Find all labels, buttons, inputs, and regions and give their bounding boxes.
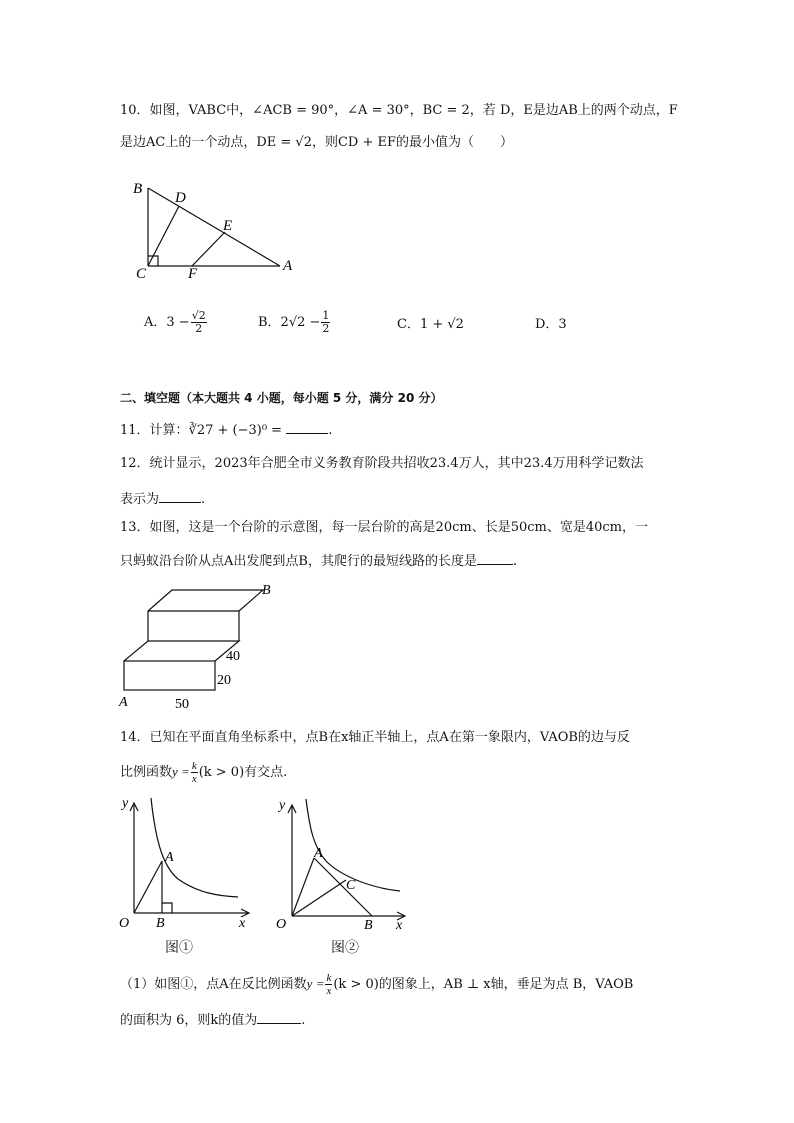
label-F: F <box>188 266 198 282</box>
q14-sub1-line2 <box>120 1011 305 1029</box>
q12-text: 表示为 <box>120 492 160 507</box>
q11-text: 11．计算：∛27 + (−3)⁰ = <box>120 423 287 438</box>
label-20: 20 <box>217 673 231 688</box>
q14-sub1-fraction-x: x <box>326 985 332 997</box>
label-A: A <box>165 850 174 865</box>
q13-line2 <box>120 552 517 570</box>
label-C: C <box>346 878 356 893</box>
option-b-numerator: 1 <box>322 309 330 322</box>
option-b-denominator: 2 <box>322 322 330 335</box>
label-x: x <box>239 916 246 931</box>
q14-text-post: (k > 0)有交点. <box>198 765 288 780</box>
q14-fraction-k: k <box>191 760 197 772</box>
q13-end: . <box>512 554 518 569</box>
option-b-label: B．2√2 − <box>258 315 321 330</box>
label-A: A <box>283 258 293 274</box>
q11 <box>120 421 332 439</box>
label-D: D <box>175 190 186 206</box>
q11-answer-blank <box>286 421 328 434</box>
q14-function-fraction <box>191 760 198 785</box>
label-A: A <box>314 846 323 861</box>
q14-function-y: y = <box>172 764 190 779</box>
q14-sub1-answer-blank <box>257 1011 301 1024</box>
q10-option-c: C．1 + √2 <box>397 317 464 332</box>
q14-figure-2 <box>272 795 417 960</box>
label-B: B <box>156 916 165 931</box>
q12-end: . <box>201 492 206 507</box>
label-y: y <box>279 798 286 813</box>
q14-line1: 14．已知在平面直角坐标系中，点B在x轴正半轴上，点A在第一象限内，VAOB的边与反 <box>120 730 630 745</box>
q10-triangle-figure <box>130 178 305 283</box>
option-a-fraction <box>191 310 207 335</box>
label-x: x <box>396 918 403 933</box>
q14-sub1-pre: （1）如图①，点A在反比例函数 <box>120 977 307 992</box>
option-a-label: A．3 − <box>144 315 190 330</box>
option-b-fraction <box>321 310 330 335</box>
option-a-denominator: 2 <box>195 322 203 335</box>
q14-sub1-function-y: y = <box>306 976 325 991</box>
label-40: 40 <box>226 649 240 664</box>
q14-sub1-text: 的面积为 6，则k的值为 <box>120 1013 258 1028</box>
q14-sub1-fraction-k: k <box>326 972 332 984</box>
label-50: 50 <box>175 697 189 712</box>
q10-line1: 10．如图，VABC中，∠ACB = 90°，∠A = 30°，BC = 2，若 D，E是边AB上的两个动点，F <box>120 103 678 118</box>
q13-text: 只蚂蚁沿台阶从点A出发爬到点B，其爬行的最短线路的长度是 <box>120 554 477 569</box>
label-B: B <box>262 583 271 598</box>
label-y: y <box>122 796 129 811</box>
q12-answer-blank <box>159 490 201 503</box>
label-B: B <box>364 918 373 933</box>
label-B: B <box>133 181 143 197</box>
q11-end: . <box>328 423 333 438</box>
label-E: E <box>223 218 233 234</box>
q13-line1: 13．如图，这是一个台阶的示意图，每一层台阶的高是20cm、长是50cm、宽是40cm，一 <box>120 520 648 535</box>
option-a-numerator: √2 <box>191 309 206 322</box>
q14-text-pre: 比例函数 <box>120 765 173 780</box>
q10-option-b <box>258 310 331 335</box>
q14-sub1-post: (k > 0)的图象上，AB ⊥ x轴，垂足为点 B，VAOB <box>333 977 634 992</box>
q10-line2: 是边AC上的一个动点，DE = √2，则CD + EF的最小值为（ ） <box>120 135 513 150</box>
section-heading: 二、填空题（本大题共 4 小题，每小题 5 分，满分 20 分） <box>120 391 443 405</box>
q14-fraction-x: x <box>191 773 197 785</box>
label-O: O <box>119 916 130 931</box>
q14-sub1-function-fraction <box>325 972 332 997</box>
q13-answer-blank <box>477 552 513 565</box>
q14-sub1-line1 <box>120 972 633 997</box>
q10-option-a <box>144 310 208 335</box>
figure-1-caption: 图① <box>165 940 193 956</box>
q13-stairs-figure <box>115 578 295 713</box>
label-C: C <box>136 266 147 282</box>
q12-line2 <box>120 490 205 508</box>
q12-line1: 12．统计显示，2023年合肥全市义务教育阶段共招收23.4万人，其中23.4万用科学记数法 <box>120 456 644 471</box>
q14-line2 <box>120 760 287 785</box>
q10-option-d: D．3 <box>535 317 567 332</box>
q14-figure-1 <box>118 795 258 960</box>
label-A: A <box>119 695 128 710</box>
label-O: O <box>276 917 287 932</box>
figure-2-caption: 图② <box>331 940 359 956</box>
q14-sub1-end: . <box>301 1013 306 1028</box>
